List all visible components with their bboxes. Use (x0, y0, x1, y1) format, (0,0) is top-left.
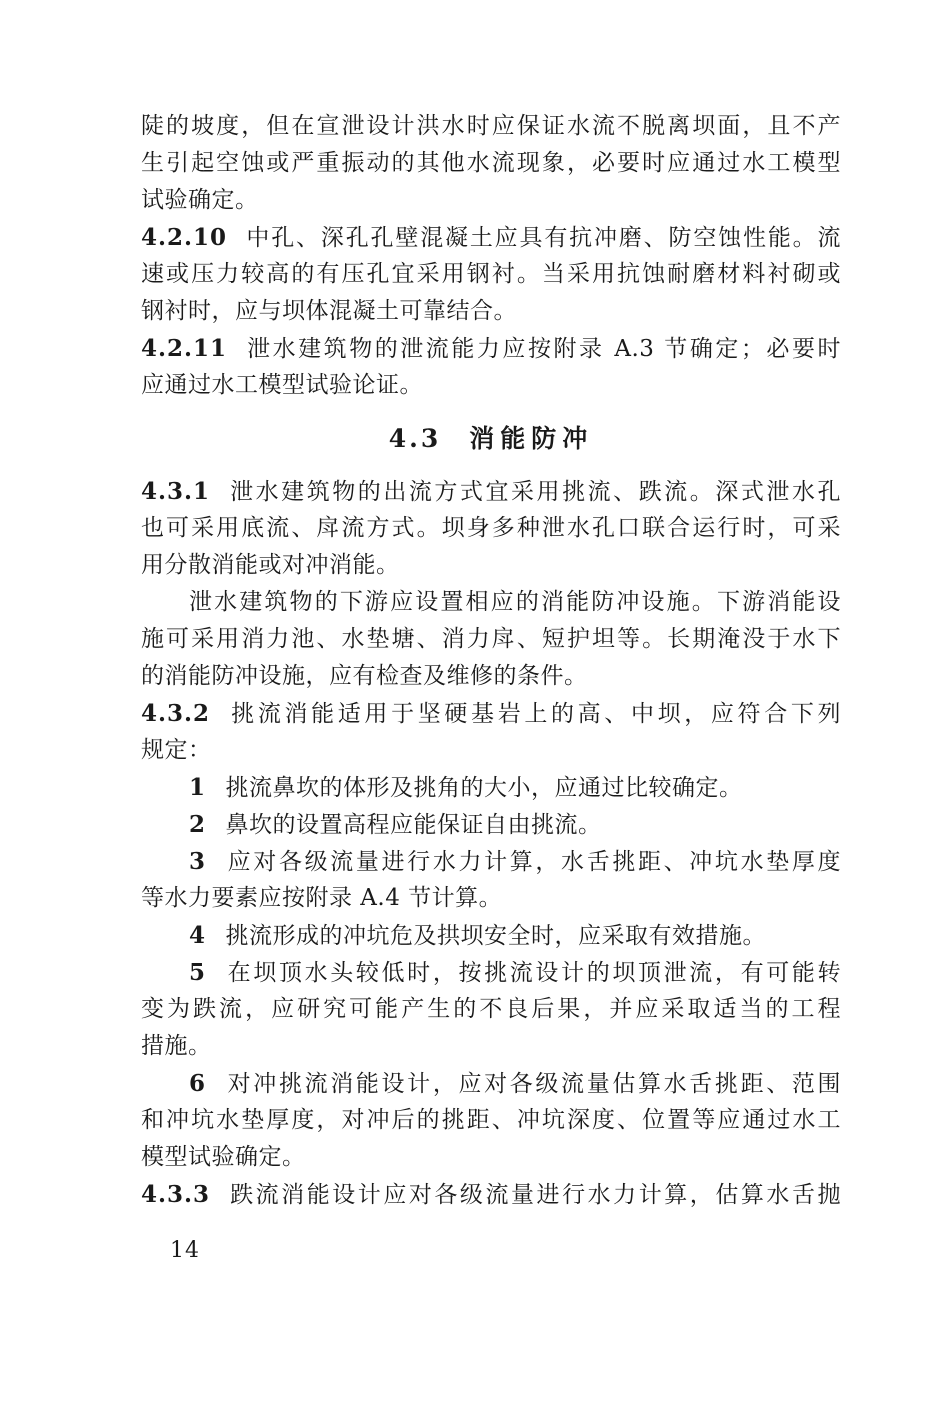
text-line (141, 954, 841, 991)
text-line (141, 330, 841, 367)
clause-number: 4.3.3 (141, 1181, 211, 1208)
item-text: 鼻坎的设置高程应能保证自由挑流。 (225, 812, 602, 838)
item-text: 应对各级流量进行水力计算，水舌挑距、冲坑水垫厚度 (225, 849, 841, 875)
item-text: 挑流形成的冲坑危及拱坝安全时，应采取有效措施。 (225, 923, 767, 949)
list-item-5 (141, 954, 841, 1065)
text-line: 施可采用消力池、水垫塘、消力戽、短护坦等。长期淹没于水下 (141, 626, 841, 652)
text-line: 应通过水工模型试验论证。 (141, 372, 423, 398)
clause-number: 4.3.1 (141, 478, 211, 505)
item-number: 1 (189, 774, 206, 801)
text-line: 模型试验确定。 (141, 1144, 306, 1170)
list-item-3 (141, 843, 841, 917)
text-line (141, 917, 841, 954)
clause-4-2-10 (141, 219, 841, 330)
text-line (141, 1176, 841, 1213)
section-title: 消能防冲 (469, 424, 594, 453)
text-line (141, 843, 841, 880)
item-number: 3 (189, 848, 206, 875)
item-number: 2 (189, 811, 206, 838)
section-number: 4.3 (388, 424, 442, 453)
item-number: 6 (189, 1070, 206, 1097)
clause-text: 跌流消能设计应对各级流量进行水力计算，估算水舌抛 (228, 1182, 841, 1208)
text-line: 钢衬时，应与坝体混凝土可靠结合。 (141, 298, 517, 324)
list-item-6 (141, 1065, 841, 1176)
text-line: 等水力要素应按附录 A.4 节计算。 (141, 885, 503, 911)
item-text: 对冲挑流消能设计，应对各级流量估算水舌挑距、范围 (225, 1071, 841, 1097)
text-line: 也可采用底流、戽流方式。坝身多种泄水孔口联合运行时，可采 (141, 515, 841, 541)
text-line: 速或压力较高的有压孔宜采用钢衬。当采用抗蚀耐磨材料衬砌或 (141, 261, 841, 287)
text-line: 措施。 (141, 1033, 212, 1059)
text-line: 泄水建筑物的下游应设置相应的消能防冲设施。下游消能设 (189, 589, 841, 615)
list-item-4 (141, 917, 841, 954)
clause-4-3-3 (141, 1176, 841, 1213)
text-line: 用分散消能或对冲消能。 (141, 552, 400, 578)
clause-4-3-1-paragraph-2 (141, 584, 841, 695)
item-text: 挑流鼻坎的体形及挑角的大小，应通过比较确定。 (225, 775, 743, 801)
item-number: 5 (189, 959, 206, 986)
text-line: 的消能防冲设施，应有检查及维修的条件。 (141, 663, 588, 689)
document-page (141, 108, 841, 1213)
item-number: 4 (189, 922, 206, 949)
clause-number: 4.2.11 (141, 335, 228, 362)
clause-number: 4.3.2 (141, 700, 211, 727)
text-line (141, 473, 841, 510)
list-item-1 (141, 769, 841, 806)
page-number: 14 (170, 1238, 200, 1263)
section-heading (141, 420, 841, 457)
clause-text: 中孔、深孔孔壁混凝土应具有抗冲磨、防空蚀性能。流 (245, 225, 841, 251)
text-line: 规定： (141, 737, 212, 763)
clause-number: 4.2.10 (141, 224, 228, 251)
item-text: 在坝顶水头较低时，按挑流设计的坝顶泄流，有可能转 (225, 960, 841, 986)
list-item-2 (141, 806, 841, 843)
text-line (141, 769, 841, 806)
text-line (141, 695, 841, 732)
text-line (141, 806, 841, 843)
text-line: 生引起空蚀或严重振动的其他水流现象，必要时应通过水工模型 (141, 150, 841, 176)
clause-text: 泄水建筑物的出流方式宜采用挑流、跌流。深式泄水孔 (228, 479, 841, 505)
text-line: 变为跌流，应研究可能产生的不良后果，并应采取适当的工程 (141, 996, 841, 1022)
clause-4-3-2 (141, 695, 841, 769)
clause-4-2-11 (141, 330, 841, 404)
clause-4-3-1 (141, 473, 841, 584)
clause-text: 挑流消能适用于坚硬基岩上的高、中坝，应符合下列 (228, 701, 841, 727)
clause-text: 泄水建筑物的泄流能力应按附录 A.3 节确定；必要时 (245, 336, 841, 362)
text-line (141, 219, 841, 256)
text-line: 陡的坡度，但在宣泄设计洪水时应保证水流不脱离坝面，且不产 (141, 113, 841, 139)
paragraph-continuation (141, 108, 841, 219)
text-line (141, 1065, 841, 1102)
text-line: 和冲坑水垫厚度，对冲后的挑距、冲坑深度、位置等应通过水工 (141, 1107, 841, 1133)
text-line: 试验确定。 (141, 187, 259, 213)
